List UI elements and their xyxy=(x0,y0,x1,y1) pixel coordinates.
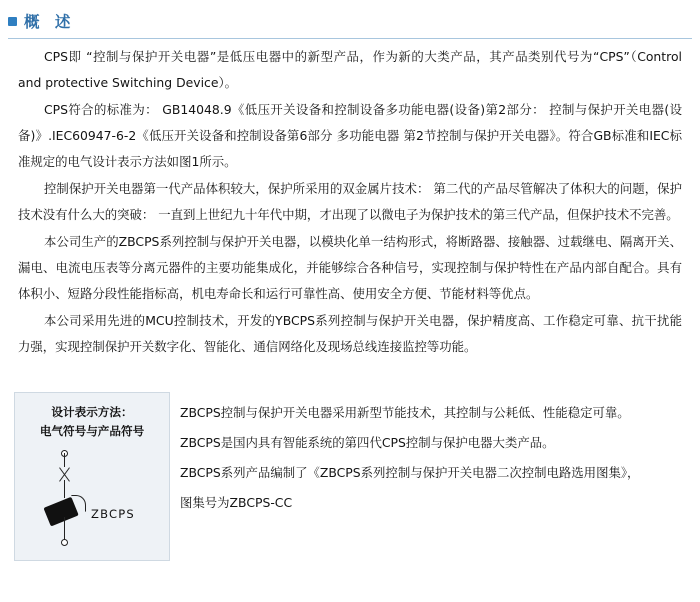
figure-description xyxy=(180,398,682,518)
header-divider xyxy=(8,38,692,39)
symbol-line-middle xyxy=(64,480,65,498)
symbol-label: ZBCPS xyxy=(91,507,135,521)
section-header-row xyxy=(0,8,700,34)
bottom-line-4: 图集号为ZBCPS-CC xyxy=(180,495,293,510)
terminal-dot-bottom-icon xyxy=(61,539,68,546)
paragraph-2: CPS符合的标准为： GB14048.9《低压开关设备和控制设备多功能电器(设备)第2部分： 控制与保护开关电器(设备)》.IEC60947-6-2《低压开关设备和控制设备第6部分 多功能电器 第2节控制与保护开关电器》。符合GB标准和IEC标准规定的电气设计表示方法如图1所示。 xyxy=(18,102,682,169)
bottom-line-2: ZBCPS是国内具有智能系统的第四代CPS控制与保护电器大类产品。 xyxy=(180,435,555,450)
disconnect-cross-icon xyxy=(56,466,73,480)
figure-panel xyxy=(14,392,170,561)
bottom-line-1: ZBCPS控制与保护开关电器采用新型节能技术，其控制与公耗低、性能稳定可靠。 xyxy=(180,405,630,420)
figure-caption-line-1: 设计表示方法： xyxy=(51,405,133,419)
paragraph-1: CPS即 “控制与保护开关电器”是低压电器中的新型产品，作为新的大类产品，其产品类别代号为“CPS”（Control and protective Switching Device）。 xyxy=(18,49,682,90)
square-bullet-icon xyxy=(8,17,17,26)
paragraph-5: 本公司采用先进的MCU控制技术，开发的YBCPS系列控制与保护开关电器，保护精度高、工作稳定可靠、抗干扰能力强，实现控制保护开关数字化、智能化、通信网络化及现场总线连接监控等功能。 xyxy=(18,313,682,354)
page-title: 概 述 xyxy=(24,13,76,31)
bottom-section xyxy=(0,392,700,592)
section-header xyxy=(0,8,700,42)
symbol-line-top xyxy=(64,453,65,467)
bottom-line-3: ZBCPS系列产品编制了《ZBCPS系列控制与保护开关电器二次控制电路选用图集》， xyxy=(180,465,640,480)
body-content xyxy=(18,44,682,361)
electrical-symbol-diagram xyxy=(15,451,169,559)
paragraph-4: 本公司生产的ZBCPS系列控制与保护开关电器，以模块化单一结构形式，将断路器、接触器、过载继电、隔离开关、漏电、电流电压表等分离元器件的主要功能集成化，并能够综合各种信号，实现控制与保护特性在产品内部自配合。具有体积小、短路分段性能指标高，机电寿命长和运行可靠性高、使用安全方便、节能材料等优点。 xyxy=(18,234,682,301)
figure-caption xyxy=(15,393,169,441)
figure-caption-line-2: 电气符号与产品符号 xyxy=(39,424,145,438)
contact-arc-icon xyxy=(71,495,86,512)
symbol-line-bottom xyxy=(64,517,65,541)
paragraph-3: 控制保护开关电器第一代产品体积较大，保护所采用的双金属片技术： 第二代的产品尽管解决了体积大的问题，保护技术没有什么大的突破： 一直到上世纪九十年代中期，才出现了以微电子为保护技术的第三代产品，但保护技术不完善。 xyxy=(18,181,682,222)
